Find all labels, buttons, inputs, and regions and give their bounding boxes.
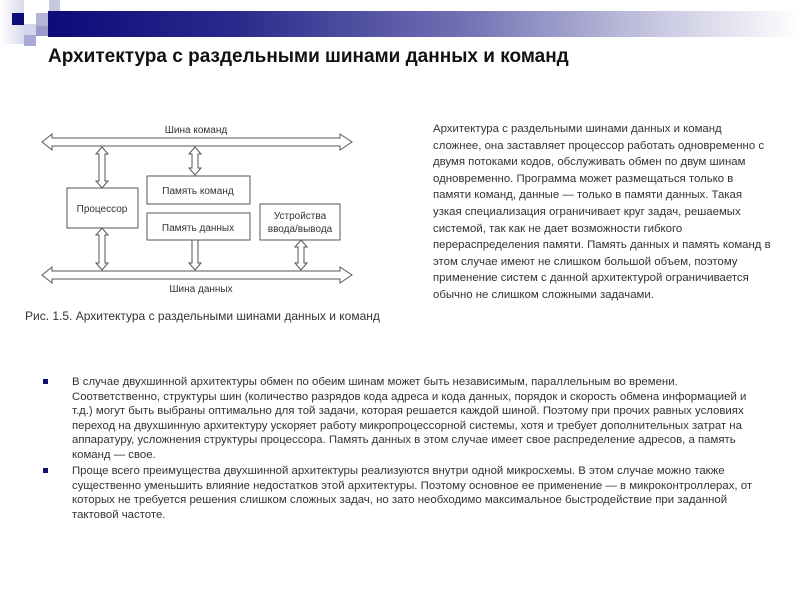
square-bullet-icon	[43, 468, 48, 473]
list-item	[38, 375, 768, 462]
processor-instruction-connector	[96, 147, 108, 188]
io-connector	[295, 240, 307, 270]
processor-data-connector	[96, 228, 108, 270]
instruction-memory-label: Память команд	[162, 186, 234, 197]
io-label-line1: Устройства	[273, 211, 327, 222]
data-bus-arrow	[42, 267, 352, 283]
slide-title: Архитектура с раздельными шинами данных и команд	[48, 46, 569, 67]
bullet-list	[38, 375, 768, 524]
list-item	[38, 464, 768, 522]
description-paragraph: Архитектура с раздельными шинами данных и команд сложнее, она заставляет процессор работать одновременно с двумя потоками кодов, обслуживать обмен по двум шинам одновременно. Программа может размещаться только в памяти команд, данные — только в памяти данных. Такая узкая специализация ограничивает круг задач, решаемых системой, так как не дает возможности гибкого перераспределения памяти. Память данных и память команд в этом случае имеют не слишком большой объем, поэтому применение систем с данной архитектурой ограничивается обычно не слишком сложными задачами.	[433, 123, 771, 301]
io-label-line2: ввода/вывода	[267, 224, 333, 235]
instruction-bus-arrow	[42, 134, 352, 150]
bullet-text: Проще всего преимущества двухшинной архитектуры реализуются внутри одной микросхемы. В этом случае можно также существенно уменьшить влияние недостатков этой архитектуры. Поэтому основное ее применение — в микроконтроллерах, от которых не требуется решения слишком сложных задач, но зато необходимо максимальное быстродействие при заданной тактовой частоте.	[72, 465, 753, 521]
data-bus-label: Шина данных	[169, 284, 233, 295]
decor-square	[24, 24, 36, 35]
instruction-bus-label: Шина команд	[164, 125, 228, 136]
processor-label: Процессор	[76, 204, 128, 215]
decor-square	[12, 13, 24, 25]
square-bullet-icon	[43, 379, 48, 384]
header-bar	[48, 11, 800, 37]
bullet-text: В случае двухшинной архитектуры обмен по обеим шинам может быть независимым, параллельным во времени. Соответственно, структуры шин (количество разрядов кода адреса и кода данных, порядок и скорость обмена информацией и т.д.) могут быть выбраны оптимально для той задачи, которая решается каждой шиной. Поэтому при прочих равных условиях переход на двухшинную архитектуру ускоряет работу микропроцессорной системы, хотя и требует дополнительных затрат на аппаратуру, усложнения структуры процессора. Память данных в этом случае имеет свое распределение адресов, а память команд — свое.	[72, 376, 747, 461]
instr-memory-connector	[189, 147, 201, 175]
decor-square	[36, 26, 48, 36]
figure-caption: Рис. 1.5. Архитектура с раздельными шинами данных и команд	[25, 309, 380, 323]
architecture-diagram	[30, 110, 370, 300]
data-memory-label: Память данных	[161, 223, 235, 234]
decor-square	[24, 35, 36, 46]
